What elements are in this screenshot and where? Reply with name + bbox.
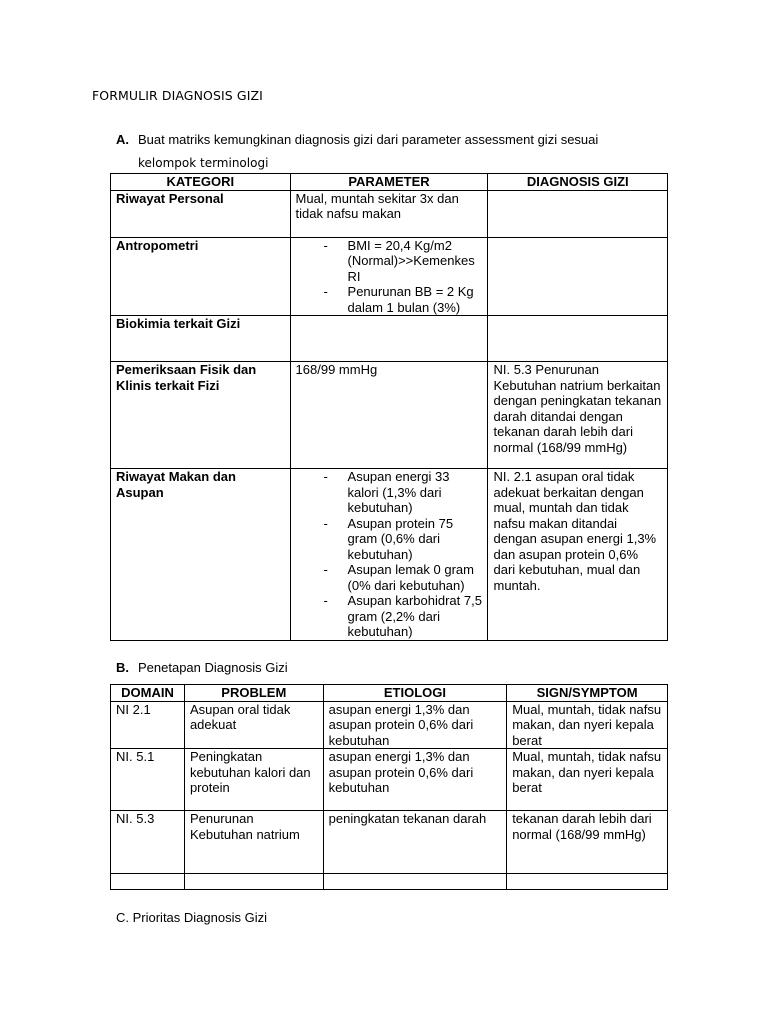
header-problem: PROBLEM <box>184 685 323 702</box>
section-c: C. Prioritas Diagnosis Gizi <box>116 910 267 925</box>
list-item: - Penurunan BB = 2 Kg dalam 1 bulan (3%) <box>324 284 483 315</box>
section-a-letter: A. <box>116 132 129 147</box>
section-a-text-line1: Buat matriks kemungkinan diagnosis gizi dari parameter assessment gizi sesuai <box>138 132 599 147</box>
list-item: - BMI = 20,4 Kg/m2 (Normal)>>Kemenkes RI <box>324 238 483 285</box>
domain-cell <box>111 874 185 890</box>
domain-cell: NI 2.1 <box>111 701 185 749</box>
kategori-cell: Antropometri <box>111 237 291 316</box>
etiologi-cell: asupan energi 1,3% dan asupan protein 0,6% dari kebutuhan <box>323 701 507 749</box>
section-b-letter: B. <box>116 660 129 675</box>
parameter-cell: Mual, muntah sekitar 3x dan tidak nafsu makan <box>290 190 488 237</box>
domain-cell: NI. 5.3 <box>111 811 185 874</box>
table-row <box>111 362 668 469</box>
parameter-cell: 168/99 mmHg <box>290 362 488 469</box>
parameter-cell <box>290 316 488 362</box>
diagnosis-cell: NI. 5.3 Penurunan Kebutuhan natrium berkaitan dengan peningkatan tekanan darah ditandai dengan tekanan darah lebih dari normal (168/99 mmHg) <box>488 362 668 469</box>
sign-cell <box>507 874 668 890</box>
kategori-cell: Riwayat Makan dan Asupan <box>111 469 291 641</box>
section-b <box>116 660 288 675</box>
list-item: - Asupan protein 75 gram (0,6% dari kebutuhan) <box>324 516 483 563</box>
table-header-row <box>111 174 668 191</box>
header-sign-symptom: SIGN/SYMPTOM <box>507 685 668 702</box>
diagnosis-cell <box>488 190 668 237</box>
section-a <box>116 124 676 179</box>
header-domain: DOMAIN <box>111 685 185 702</box>
parameter-cell <box>290 237 488 316</box>
table-row <box>111 749 668 811</box>
diagnosis-cell <box>488 316 668 362</box>
sign-cell: Mual, muntah, tidak nafsu makan, dan nyeri kepala berat <box>507 701 668 749</box>
domain-cell: NI. 5.1 <box>111 749 185 811</box>
assessment-matrix-table <box>110 173 668 641</box>
etiologi-cell: peningkatan tekanan darah <box>323 811 507 874</box>
problem-cell: Peningkatan kebutuhan kalori dan protein <box>184 749 323 811</box>
list-item: - Asupan energi 33 kalori (1,3% dari kebutuhan) <box>324 469 483 516</box>
table-row <box>111 811 668 874</box>
document-title: FORMULIR DIAGNOSIS GIZI <box>92 88 263 103</box>
etiologi-cell <box>323 874 507 890</box>
sign-cell: Mual, muntah, tidak nafsu makan, dan nyeri kepala berat <box>507 749 668 811</box>
list-item: - Asupan karbohidrat 7,5 gram (2,2% dari kebutuhan) <box>324 593 483 640</box>
section-b-text: Penetapan Diagnosis Gizi <box>138 660 288 675</box>
diagnosis-table <box>110 684 668 890</box>
table-header-row <box>111 685 668 702</box>
table-row <box>111 469 668 641</box>
parameter-bullet-list <box>296 469 483 640</box>
diagnosis-cell: NI. 2.1 asupan oral tidak adekuat berkaitan dengan mual, muntah dan tidak nafsu makan ditandai dengan asupan energi 1,3% dan asupan protein 0,6% dari kebutuhan, mual dan muntah. <box>488 469 668 641</box>
header-diagnosis-gizi: DIAGNOSIS GIZI <box>488 174 668 191</box>
problem-cell <box>184 874 323 890</box>
header-parameter: PARAMETER <box>290 174 488 191</box>
parameter-bullet-list <box>296 238 483 316</box>
table-row <box>111 316 668 362</box>
parameter-cell <box>290 469 488 641</box>
problem-cell: Penurunan Kebutuhan natrium <box>184 811 323 874</box>
table-row <box>111 237 668 316</box>
table-row <box>111 190 668 237</box>
diagnosis-cell <box>488 237 668 316</box>
header-etiologi: ETIOLOGI <box>323 685 507 702</box>
table-row <box>111 874 668 890</box>
list-item: - Asupan lemak 0 gram (0% dari kebutuhan) <box>324 562 483 593</box>
kategori-cell: Pemeriksaan Fisik dan Klinis terkait Fizi <box>111 362 291 469</box>
sign-cell: tekanan darah lebih dari normal (168/99 mmHg) <box>507 811 668 874</box>
section-a-text-line2: kelompok terminologi <box>138 156 269 170</box>
etiologi-cell: asupan energi 1,3% dan asupan protein 0,6% dari kebutuhan <box>323 749 507 811</box>
kategori-cell: Biokimia terkait Gizi <box>111 316 291 362</box>
table-row <box>111 701 668 749</box>
kategori-cell: Riwayat Personal <box>111 190 291 237</box>
header-kategori: KATEGORI <box>111 174 291 191</box>
problem-cell: Asupan oral tidak adekuat <box>184 701 323 749</box>
